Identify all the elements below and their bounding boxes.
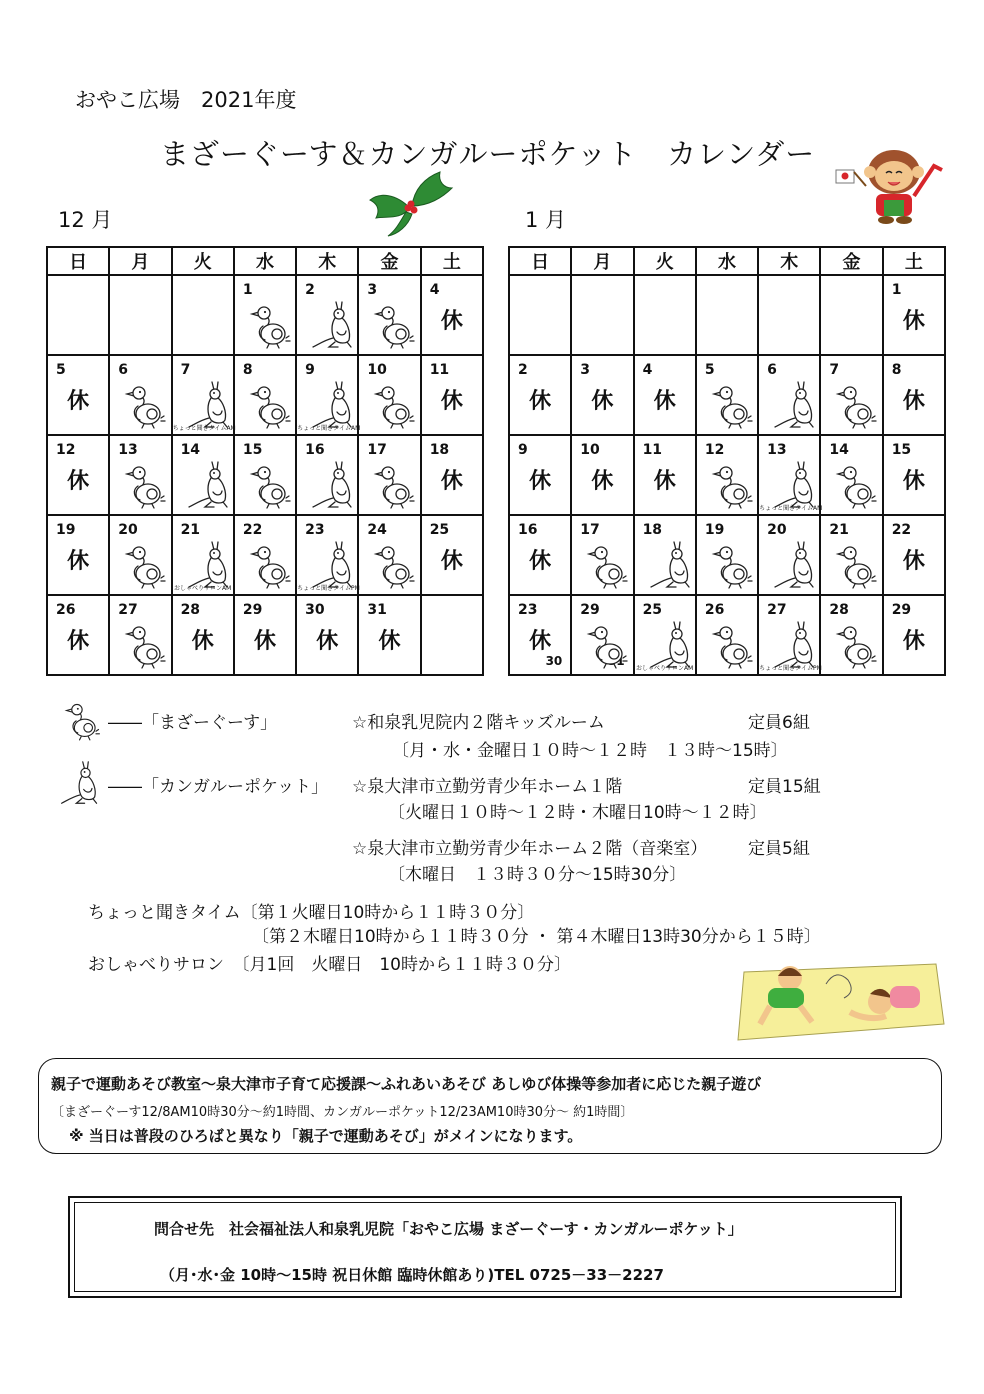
calendar-day-cell xyxy=(421,435,483,515)
weekday-mon: 月 xyxy=(571,247,633,275)
calendar-day-cell xyxy=(571,515,633,595)
goose-icon xyxy=(586,540,630,590)
closed-mark: 休 xyxy=(902,469,925,494)
closed-mark: 休 xyxy=(67,389,90,414)
calendar-day-cell xyxy=(758,435,823,515)
calendar-day-cell xyxy=(883,435,945,515)
day-number: 9 xyxy=(518,442,528,458)
calendar-day-cell xyxy=(358,515,420,595)
chotto-time-line2: 〔第２木曜日10時から１１時３０分 ・ 第４木曜日13時30分から１５時〕 xyxy=(252,927,821,947)
day-number: 8 xyxy=(891,362,902,378)
notice-line2: 〔まざーぐーす12/8AM10時30分～約1時間、カンガルーポケット12/23AM10時30分～ 約1時間〕 xyxy=(51,1105,634,1120)
calendar-day-cell xyxy=(296,275,358,355)
closed-mark: 休 xyxy=(253,629,276,654)
contact-line1: 問合せ先 社会福祉法人和泉乳児院「おやこ広場 まざーぐーす・カンガルーポケット」 xyxy=(154,1220,743,1238)
closed-mark: 休 xyxy=(902,549,925,574)
event-note: ちょっと聞きタイムAM xyxy=(759,505,823,512)
legend-kangaroo-place2: ☆泉大津市立勤労青少年ホーム２階（音楽室） xyxy=(352,839,708,859)
day-number: 30 xyxy=(305,602,325,618)
closed-mark: 休 xyxy=(591,469,614,494)
notice-box xyxy=(38,1058,942,1154)
weekday-sun: 日 xyxy=(47,247,109,275)
calendar-day-cell xyxy=(571,435,633,515)
monkey-mascot-icon xyxy=(834,142,944,226)
day-number: 14 xyxy=(180,442,201,458)
weekday-tue: 火 xyxy=(172,247,234,275)
calendar-day-cell xyxy=(234,355,296,435)
goose-icon xyxy=(711,460,755,510)
calendar-day-cell xyxy=(820,515,882,595)
closed-mark: 休 xyxy=(67,549,90,574)
calendar-day-cell xyxy=(296,595,358,675)
contact-box xyxy=(68,1196,902,1298)
day-number: 17 xyxy=(580,522,600,538)
day-number: 13 xyxy=(118,442,138,458)
calendar-week-row xyxy=(509,595,945,675)
goose-icon xyxy=(249,300,293,350)
holly-icon xyxy=(366,164,456,238)
calendar-day-cell xyxy=(571,595,633,675)
children-playing-illustration xyxy=(730,954,946,1046)
kangaroo-legend-icon xyxy=(58,760,102,806)
day-number: 8 xyxy=(242,362,253,378)
calendar-day-cell xyxy=(634,595,696,675)
goose-icon xyxy=(586,620,630,670)
goose-icon xyxy=(124,380,168,430)
calendar-day-cell xyxy=(172,435,234,515)
calendar-day-cell xyxy=(758,595,820,675)
weekday-sat: 土 xyxy=(883,247,945,275)
calendar-day-cell xyxy=(820,355,882,435)
calendar-day-cell xyxy=(571,275,633,355)
day-number: 23 xyxy=(305,522,325,538)
month-label-dec: 12 月 xyxy=(58,208,113,232)
calendar-day-cell xyxy=(47,435,109,515)
weekday-mon: 月 xyxy=(109,247,171,275)
closed-mark: 休 xyxy=(529,629,552,654)
day-number: 9 xyxy=(305,362,315,378)
day-number: 18 xyxy=(642,522,663,538)
goose-icon xyxy=(373,380,417,430)
calendar-day-cell xyxy=(634,515,696,595)
legend-goose-place: ☆和泉乳児院内２階キッズルーム xyxy=(352,713,605,733)
day-number: 10 xyxy=(367,362,387,378)
event-note: ちょっと聞きタイムAM xyxy=(297,425,361,432)
day-number: 26 xyxy=(704,602,725,618)
legend-goose-time: 〔月・水・金曜日１０時～１２時 １３時～15時〕 xyxy=(392,741,788,761)
day-number: 6 xyxy=(118,362,129,378)
day-number: 4 xyxy=(429,282,440,298)
calendar-day-cell xyxy=(696,515,758,595)
closed-mark: 休 xyxy=(653,389,676,414)
calendar-day-cell xyxy=(509,515,571,595)
closed-mark: 休 xyxy=(440,549,463,574)
day-number: 16 xyxy=(518,522,538,538)
day-number: 31 xyxy=(367,602,387,618)
calendar-day-cell xyxy=(696,355,758,435)
closed-mark: 休 xyxy=(591,389,614,414)
day-number: 19 xyxy=(56,522,76,538)
day-number: 12 xyxy=(56,442,76,458)
calendar-day-cell xyxy=(358,435,420,515)
day-number: 16 xyxy=(305,442,325,458)
legend-kangaroo-capacity1: 定員15組 xyxy=(748,777,821,797)
day-number: 25 xyxy=(429,522,450,538)
calendar-day-cell xyxy=(758,355,820,435)
day-number: 22 xyxy=(242,522,263,538)
calendar-day-cell xyxy=(883,275,945,355)
kangaroo-icon xyxy=(311,300,355,350)
closed-mark: 休 xyxy=(440,469,463,494)
org-year-title: おやこ広場 2021年度 xyxy=(75,88,297,112)
weekday-thu: 木 xyxy=(758,247,820,275)
day-number: 4 xyxy=(642,362,653,378)
kangaroo-icon xyxy=(187,460,231,510)
day-number: 1 xyxy=(242,282,253,298)
goose-icon xyxy=(124,540,168,590)
closed-mark: 休 xyxy=(378,629,401,654)
calendar-day-cell xyxy=(421,355,483,435)
calendar-day-cell xyxy=(109,275,171,355)
calendar-day-cell xyxy=(358,355,420,435)
calendar-day-cell xyxy=(509,595,571,675)
day-number: 20 xyxy=(118,522,138,538)
calendar-day-cell xyxy=(234,595,296,675)
day-number: 25 xyxy=(642,602,663,618)
day-number: 17 xyxy=(367,442,387,458)
calendar-day-cell xyxy=(47,275,109,355)
event-note: ちょっと聞きタイムAM xyxy=(172,425,236,432)
closed-mark: 休 xyxy=(529,469,552,494)
calendar-day-cell xyxy=(172,275,234,355)
calendar-week-row xyxy=(47,515,483,595)
day-number: 29 xyxy=(891,602,912,618)
day-number: 14 xyxy=(829,442,849,458)
day-number: 24 xyxy=(367,522,387,538)
closed-mark: 休 xyxy=(67,629,90,654)
legend-goose-capacity: 定員6組 xyxy=(748,713,810,733)
calendar-week-row xyxy=(47,435,483,515)
day-number: 1 xyxy=(891,282,902,298)
day-number: 12 xyxy=(704,442,725,458)
calendar-day-cell xyxy=(47,355,109,435)
weekday-tue: 火 xyxy=(634,247,696,275)
calendar-day-cell xyxy=(758,515,820,595)
goose-icon xyxy=(835,540,879,590)
goose-icon xyxy=(373,540,417,590)
calendar-day-cell xyxy=(172,595,234,675)
legend-goose-name: ――「まざーぐーす」 xyxy=(108,713,278,733)
goose-icon xyxy=(124,620,168,670)
calendar-day-cell xyxy=(509,355,571,435)
legend-kangaroo-place1: ☆泉大津市立勤労青少年ホーム１階 xyxy=(352,777,623,797)
calendar-day-cell xyxy=(634,435,696,515)
day-number: 11 xyxy=(642,442,663,458)
calendar-day-cell xyxy=(509,275,571,355)
day-number: 22 xyxy=(891,522,912,538)
month-label-jan: 1 月 xyxy=(525,208,567,232)
calendar-day-cell xyxy=(358,595,420,675)
day-number: 3 xyxy=(580,362,591,378)
goose-icon xyxy=(835,460,879,510)
calendar-day-cell xyxy=(820,595,882,675)
day-number: 29 xyxy=(242,602,263,618)
calendar-day-cell xyxy=(509,435,571,515)
calendar-day-cell xyxy=(421,275,483,355)
notice-line1: 親子で運動あそび教室～泉大津市子育て応援課～ふれあいあそび あしゆび体操等参加者に応じた親子遊び xyxy=(51,1075,762,1093)
day-number: 6 xyxy=(767,362,777,378)
day-number: 28 xyxy=(180,602,201,618)
day-number: 15 xyxy=(891,442,912,458)
weekday-wed: 水 xyxy=(696,247,758,275)
closed-mark: 休 xyxy=(529,389,552,414)
calendar-day-cell xyxy=(883,515,945,595)
day-number: 11 xyxy=(429,362,450,378)
day-number: 10 xyxy=(580,442,600,458)
kangaroo-icon xyxy=(773,540,817,590)
calendar-day-cell xyxy=(296,435,358,515)
calendar-day-cell xyxy=(172,355,234,435)
goose-icon xyxy=(835,380,879,430)
calendar-day-cell xyxy=(172,515,234,595)
goose-icon xyxy=(711,620,755,670)
kangaroo-icon xyxy=(649,540,693,590)
closed-mark: 休 xyxy=(902,629,925,654)
day-number: 27 xyxy=(118,602,138,618)
calendar-day-cell xyxy=(421,595,483,675)
calendar-week-row xyxy=(509,275,945,355)
day-number: 2 xyxy=(518,362,528,378)
calendar-day-cell xyxy=(234,515,296,595)
event-note: ちょっと聞きタイムPM xyxy=(759,665,822,672)
calendar-week-row xyxy=(47,595,483,675)
day-number: 29 xyxy=(580,602,600,618)
day-number: 5 xyxy=(704,362,715,378)
goose-icon xyxy=(249,460,293,510)
day-number: 7 xyxy=(829,362,840,378)
goose-icon xyxy=(249,380,293,430)
calendar-day-cell xyxy=(634,355,696,435)
day-number: 21 xyxy=(180,522,201,538)
goose-icon xyxy=(373,300,417,350)
day-number: 3 xyxy=(367,282,378,298)
calendar-day-cell xyxy=(296,355,361,435)
weekday-fri: 金 xyxy=(358,247,420,275)
calendar-week-row xyxy=(509,355,945,435)
day-number: 5 xyxy=(56,362,66,378)
calendar-day-cell xyxy=(696,275,758,355)
day-number: 13 xyxy=(767,442,787,458)
calendar-january xyxy=(508,246,946,676)
calendar-day-cell xyxy=(883,595,945,675)
calendar-day-cell xyxy=(296,515,358,595)
legend-kangaroo-time1: 〔火曜日１０時～１２時・木曜日10時～１２時〕 xyxy=(388,803,767,823)
day-number: 19 xyxy=(704,522,725,538)
weekday-sun: 日 xyxy=(509,247,571,275)
closed-mark: 休 xyxy=(191,629,214,654)
goose-icon xyxy=(249,540,293,590)
weekday-fri: 金 xyxy=(820,247,882,275)
closed-mark: 休 xyxy=(440,389,463,414)
event-note: おしゃべりサロンAM xyxy=(174,585,232,592)
closed-mark: 休 xyxy=(902,309,925,334)
day-number: 21 xyxy=(829,522,849,538)
calendar-week-row xyxy=(509,435,945,515)
calendar-day-cell xyxy=(234,275,296,355)
calendar-day-cell xyxy=(571,355,633,435)
goose-legend-icon xyxy=(64,698,102,742)
calendar-day-cell xyxy=(47,595,109,675)
closed-mark: 休 xyxy=(902,389,925,414)
day-number: 27 xyxy=(767,602,787,618)
calendar-day-cell xyxy=(109,435,171,515)
calendar-day-cell xyxy=(421,515,483,595)
day-number: 28 xyxy=(829,602,849,618)
calendar-day-cell xyxy=(696,595,758,675)
calendar-day-cell xyxy=(358,275,420,355)
kangaroo-icon xyxy=(773,380,817,430)
weekday-thu: 木 xyxy=(296,247,358,275)
day-number: 7 xyxy=(180,362,191,378)
legend-kangaroo-time2: 〔木曜日 １３時３０分～15時30分〕 xyxy=(388,865,687,885)
legend-kangaroo-capacity2: 定員5組 xyxy=(748,839,810,859)
goose-icon xyxy=(373,460,417,510)
calendar-day-cell xyxy=(634,275,696,355)
notice-line3: ※ 当日は普段のひろばと異なり「親子で運動あそび」がメインになります。 xyxy=(69,1127,583,1145)
calendar-day-cell xyxy=(820,275,882,355)
calendar-day-cell xyxy=(234,435,296,515)
closed-mark: 休 xyxy=(316,629,339,654)
salon-line: おしゃべりサロン 〔月1回 火曜日 10時から１１時３０分〕 xyxy=(88,955,571,975)
calendar-week-row xyxy=(47,355,483,435)
calendar-day-cell xyxy=(109,355,171,435)
calendar-day-cell xyxy=(883,355,945,435)
calendar-day-cell xyxy=(109,595,171,675)
day-number: 18 xyxy=(429,442,450,458)
weekday-sat: 土 xyxy=(421,247,483,275)
kangaroo-icon xyxy=(311,460,355,510)
chotto-time-line1: ちょっと聞きタイム〔第１火曜日10時から１１時３０分〕 xyxy=(88,903,535,923)
calendar-week-row xyxy=(509,515,945,595)
calendar-title: まざーぐーす＆カンガルーポケット カレンダー xyxy=(160,137,816,171)
day-number: 2 xyxy=(305,282,315,298)
calendar-day-cell xyxy=(696,435,758,515)
goose-icon xyxy=(124,460,168,510)
weekday-wed: 水 xyxy=(234,247,296,275)
calendar-week-row xyxy=(47,275,483,355)
day-number-secondary: 30 xyxy=(545,654,563,668)
calendar-day-cell xyxy=(47,515,109,595)
closed-mark: 休 xyxy=(440,309,463,334)
calendar-day-cell xyxy=(820,435,882,515)
calendar-december xyxy=(46,246,484,676)
calendar-day-cell xyxy=(109,515,171,595)
calendar-day-cell xyxy=(758,275,820,355)
closed-mark: 休 xyxy=(67,469,90,494)
closed-mark: 休 xyxy=(653,469,676,494)
goose-icon xyxy=(835,620,879,670)
day-number: 20 xyxy=(767,522,787,538)
day-number: 26 xyxy=(56,602,76,618)
event-note: ちょっと聞きタイムPM xyxy=(297,585,360,592)
goose-icon xyxy=(711,380,755,430)
contact-line2: （月･水･金 10時～15時 祝日休館 臨時休館あり)TEL 0725－33－2227 xyxy=(160,1266,664,1284)
goose-icon xyxy=(711,540,755,590)
day-number: 15 xyxy=(242,442,263,458)
day-number: 23 xyxy=(518,602,538,618)
event-note: おしゃべりサロンAM xyxy=(636,665,694,672)
legend-kangaroo-name: ――「カンガルーポケット」 xyxy=(108,777,329,797)
closed-mark: 休 xyxy=(529,549,552,574)
